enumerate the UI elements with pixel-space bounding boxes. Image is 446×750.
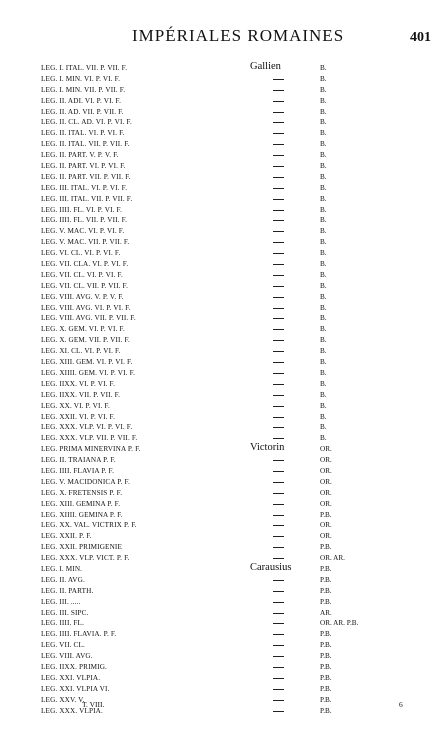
ditto-dash	[273, 253, 284, 254]
legion-legend: LEG. XXV. V.	[41, 695, 85, 704]
legion-legend: LEG. VI. CL. VI. P. VI. F.	[41, 249, 121, 258]
metal-code: B.	[320, 140, 327, 149]
list-item	[0, 510, 446, 521]
ditto-dash	[273, 242, 284, 243]
legion-legend: LEG. XXII. VI. P. VI. F.	[41, 412, 116, 421]
metal-code: B.	[320, 118, 327, 127]
list-item	[0, 237, 446, 248]
ditto-dash	[273, 656, 284, 657]
metal-code: B.	[320, 303, 327, 312]
metal-code: B.	[320, 238, 327, 247]
metal-code: B.	[320, 227, 327, 236]
ditto-dash	[273, 613, 284, 614]
ditto-dash	[273, 101, 284, 102]
ditto-dash	[273, 112, 284, 113]
legion-legend: LEG. VIII. AVG.	[41, 652, 93, 661]
metal-code: P.B.	[320, 641, 332, 650]
legion-legend: LEG. VIII. AVG. VI. P. VI. F.	[41, 303, 131, 312]
metal-code: B.	[320, 292, 327, 301]
legion-legend: LEG. IIII. FL.	[41, 619, 85, 628]
list-item	[0, 226, 446, 237]
legion-legend: LEG. VIII. AVG. V. P. V. F.	[41, 292, 124, 301]
metal-code: B.	[320, 129, 327, 138]
legion-legend: LEG. II. PART. VII. P. VII. F.	[41, 172, 131, 181]
metal-code: B.	[320, 314, 327, 323]
legion-legend: LEG. I. ITAL. VII. P. VII. F.	[41, 64, 128, 72]
ditto-dash	[273, 286, 284, 287]
legion-legend: LEG. IIII. FL. VII. P. VII. F.	[41, 216, 128, 225]
ditto-dash	[273, 188, 284, 189]
list-item	[0, 422, 446, 433]
list-item	[0, 107, 446, 118]
legion-legend: LEG. II. AVG.	[41, 575, 85, 584]
list-item	[0, 477, 446, 488]
metal-code: B.	[320, 151, 327, 160]
list-item	[0, 85, 446, 96]
legion-legend: LEG. IIXX. PRIMIG.	[41, 662, 107, 671]
ditto-dash	[273, 602, 284, 603]
legion-legend: LEG. XXI. VLPIA.	[41, 673, 101, 682]
list-item	[0, 466, 446, 477]
legion-legend: LEG. IIII. FL. VI. P. VI. F.	[41, 205, 123, 214]
ditto-dash	[273, 318, 284, 319]
legion-legend: LEG. II. CL. AD. VI. P. VI. F.	[41, 118, 132, 127]
metal-code: B.	[320, 205, 327, 214]
legion-list	[0, 63, 446, 716]
list-item	[0, 117, 446, 128]
legion-legend: LEG. XXX. VLPIA.	[41, 706, 103, 715]
ditto-dash	[273, 297, 284, 298]
ditto-dash	[273, 220, 284, 221]
legion-legend: LEG. XIII. GEMINA P. F.	[41, 499, 121, 508]
metal-code: P.B.	[320, 652, 332, 661]
list-item	[0, 640, 446, 651]
metal-code: B.	[320, 434, 327, 443]
legion-legend: LEG. I. MIN. VI. P. VI. F.	[41, 74, 121, 83]
ditto-dash	[273, 122, 284, 123]
list-item	[0, 618, 446, 629]
emperor-name: Victorin	[250, 442, 285, 454]
legion-legend: LEG. III. ITAL. VII. P. VII. F.	[41, 194, 133, 203]
legion-legend: LEG. V. MAC. VI. P. VI. F.	[41, 227, 125, 236]
ditto-dash	[273, 79, 284, 80]
metal-code: B.	[320, 270, 327, 279]
metal-code: B.	[320, 358, 327, 367]
metal-code: P.B.	[320, 673, 332, 682]
legion-legend: LEG. II. PARTH.	[41, 586, 94, 595]
metal-code: P.B.	[320, 543, 332, 552]
legion-legend: LEG. IIII. FLAVIA P. F.	[41, 466, 115, 475]
list-item	[0, 542, 446, 553]
legion-legend: LEG. IIII. FLAVIA. P. F.	[41, 630, 117, 639]
list-item	[0, 63, 446, 74]
list-item	[0, 324, 446, 335]
list-item	[0, 150, 446, 161]
list-item	[0, 335, 446, 346]
metal-code: B.	[320, 336, 327, 345]
legion-legend: LEG. III. ITAL. VI. P. VI. F.	[41, 183, 128, 192]
legion-legend: LEG. II. ITAL. VII. P. VII. F.	[41, 140, 130, 149]
legion-legend: LEG. XIIII. GEMINA P. F.	[41, 510, 123, 519]
metal-code: P.B.	[320, 662, 332, 671]
list-item	[0, 248, 446, 259]
legion-legend: LEG. VII. CL.	[41, 641, 85, 650]
list-item	[0, 215, 446, 226]
list-item	[0, 205, 446, 216]
legion-legend: LEG. VII. CL. VII. P. VII. F.	[41, 281, 129, 290]
ditto-dash	[273, 406, 284, 407]
ditto-dash	[273, 210, 284, 211]
ditto-dash	[273, 645, 284, 646]
list-item	[0, 433, 446, 444]
metal-code: B.	[320, 162, 327, 171]
metal-code: P.B.	[320, 706, 332, 715]
list-item	[0, 161, 446, 172]
legion-legend: LEG. II. PART. V. P. V. F.	[41, 151, 119, 160]
metal-code: B.	[320, 183, 327, 192]
list-item	[0, 651, 446, 662]
ditto-dash	[273, 351, 284, 352]
legion-legend: LEG. III. SIPC.	[41, 608, 89, 617]
legion-legend: LEG. XX. VI. P. VI. F.	[41, 401, 110, 410]
legion-legend: LEG. II. AD. VII. P. VII. F.	[41, 107, 124, 116]
ditto-dash	[273, 525, 284, 526]
legion-legend: LEG. XX. VAL. VICTRIX P. F.	[41, 521, 137, 530]
ditto-dash	[273, 395, 284, 396]
metal-code: P.B.	[320, 597, 332, 606]
ditto-dash	[273, 308, 284, 309]
legion-legend: LEG. X. FRETENSIS P. F.	[41, 488, 123, 497]
ditto-dash	[273, 264, 284, 265]
list-item	[0, 561, 446, 575]
list-item	[0, 575, 446, 586]
legion-legend: LEG. X. GEM. VII. P. VII. F.	[41, 336, 131, 345]
ditto-dash	[273, 504, 284, 505]
metal-code: OR.	[320, 477, 332, 486]
metal-code: OR. AR. P.B.	[320, 619, 359, 628]
legion-legend: LEG. XXX. VLP. VICT. P. F.	[41, 554, 130, 563]
ditto-dash	[273, 471, 284, 472]
list-item	[0, 281, 446, 292]
legion-legend: LEG. I. MIN.	[41, 564, 83, 573]
legion-legend: LEG. II. ADI. VI. P. VI. F.	[41, 96, 122, 105]
metal-code: B.	[320, 325, 327, 334]
ditto-dash	[273, 634, 284, 635]
emperor-name: Gallien	[250, 61, 281, 72]
sheet-signature: 6	[399, 700, 403, 709]
ditto-dash	[273, 547, 284, 548]
metal-code: OR.	[320, 499, 332, 508]
legion-legend: LEG. XI. CL. VI. P. VI. F.	[41, 347, 121, 356]
ditto-dash	[273, 515, 284, 516]
list-item	[0, 183, 446, 194]
legion-legend: LEG. IIXX. VII. P. VII. F.	[41, 390, 121, 399]
metal-code: B.	[320, 412, 327, 421]
legion-legend: LEG. PRIMA MINERVINA P. F.	[41, 445, 141, 454]
list-item	[0, 597, 446, 608]
legion-legend: LEG. X. GEM. VI. P. VI. F.	[41, 325, 125, 334]
metal-code: B.	[320, 423, 327, 432]
list-item	[0, 313, 446, 324]
metal-code: B.	[320, 64, 327, 72]
legion-legend: LEG. VIII. AVG. VII. P. VII. F.	[41, 314, 136, 323]
ditto-dash	[273, 493, 284, 494]
metal-code: B.	[320, 347, 327, 356]
list-item	[0, 401, 446, 412]
legion-legend: LEG. XIII. GEM. VI. P. VI. F.	[41, 358, 133, 367]
page-title: IMPÉRIALES ROMAINES	[132, 26, 345, 45]
ditto-dash	[273, 166, 284, 167]
metal-code: B.	[320, 216, 327, 225]
metal-code: OR.	[320, 445, 332, 454]
list-item	[0, 303, 446, 314]
metal-code: B.	[320, 390, 327, 399]
ditto-dash	[273, 144, 284, 145]
metal-code: B.	[320, 249, 327, 258]
ditto-dash	[273, 133, 284, 134]
metal-code: OR.	[320, 488, 332, 497]
legion-legend: LEG. XXX. VLP. VI. P. VI. F.	[41, 423, 133, 432]
ditto-dash	[273, 275, 284, 276]
list-item	[0, 629, 446, 640]
ditto-dash	[273, 591, 284, 592]
list-item	[0, 172, 446, 183]
list-item	[0, 684, 446, 695]
ditto-dash	[273, 329, 284, 330]
metal-code: B.	[320, 379, 327, 388]
ditto-dash	[273, 155, 284, 156]
ditto-dash	[273, 177, 284, 178]
metal-code: B.	[320, 368, 327, 377]
legion-legend: LEG. V. MAC. VII. P. VII. F.	[41, 238, 130, 247]
emperor-name: Carausius	[250, 561, 292, 573]
volume-signature: T. VIII.	[82, 700, 105, 709]
list-item	[0, 499, 446, 510]
list-item	[0, 553, 446, 564]
list-item	[0, 608, 446, 619]
legion-legend: LEG. IIXX. VI. P. VI. F.	[41, 379, 116, 388]
ditto-dash	[273, 460, 284, 461]
ditto-dash	[273, 427, 284, 428]
list-item	[0, 531, 446, 542]
ditto-dash	[273, 438, 284, 439]
ditto-dash	[273, 90, 284, 91]
legion-legend: LEG. II. TRAIANA P. F.	[41, 456, 116, 465]
ditto-dash	[273, 667, 284, 668]
list-item	[0, 586, 446, 597]
metal-code: B.	[320, 260, 327, 269]
metal-code: P.B.	[320, 510, 332, 519]
list-item	[0, 368, 446, 379]
legion-legend: LEG. VII. CLA. VI. P. VI. F.	[41, 260, 129, 269]
ditto-dash	[273, 340, 284, 341]
metal-code: P.B.	[320, 586, 332, 595]
ditto-dash	[273, 417, 284, 418]
ditto-dash	[273, 678, 284, 679]
legion-legend: LEG. VII. CL. VI. P. VI. F.	[41, 270, 123, 279]
list-item	[0, 194, 446, 205]
metal-code: OR.	[320, 466, 332, 475]
ditto-dash	[273, 373, 284, 374]
ditto-dash	[273, 482, 284, 483]
list-item	[0, 455, 446, 466]
list-item	[0, 488, 446, 499]
list-item	[0, 259, 446, 270]
metal-code: B.	[320, 281, 327, 290]
page-header	[0, 26, 446, 48]
list-item	[0, 390, 446, 401]
ditto-dash	[273, 689, 284, 690]
metal-code: P.B.	[320, 630, 332, 639]
ditto-dash	[273, 536, 284, 537]
list-item	[0, 412, 446, 423]
metal-code: OR.	[320, 456, 332, 465]
legion-legend: LEG. XIIII. GEM. VI. P. VI. F.	[41, 368, 136, 377]
legion-legend: LEG. XXII. PRIMIGENIE	[41, 543, 123, 552]
list-item	[0, 357, 446, 368]
page-footer	[0, 700, 446, 714]
metal-code: B.	[320, 74, 327, 83]
metal-code: B.	[320, 96, 327, 105]
ditto-dash	[273, 623, 284, 624]
metal-code: P.B.	[320, 575, 332, 584]
metal-code: OR.	[320, 532, 332, 541]
ditto-dash	[273, 558, 284, 559]
legion-legend: LEG. II. PART. VI. P. VI. F.	[41, 162, 126, 171]
ditto-dash	[273, 362, 284, 363]
metal-code: B.	[320, 172, 327, 181]
list-item	[0, 444, 446, 455]
metal-code: B.	[320, 107, 327, 116]
legion-legend: LEG. V. MACIDONICA P. F.	[41, 477, 131, 486]
legion-legend: LEG. III. .....	[41, 597, 81, 606]
metal-code: B.	[320, 401, 327, 410]
list-item	[0, 346, 446, 357]
metal-code: P.B.	[320, 684, 332, 693]
metal-code: P.B.	[320, 695, 332, 704]
legion-legend: LEG. I. MIN. VII. P. VII. F.	[41, 85, 126, 94]
list-item	[0, 673, 446, 684]
list-item	[0, 520, 446, 531]
metal-code: B.	[320, 85, 327, 94]
legion-legend: LEG. XXII. P. F.	[41, 532, 92, 541]
list-item	[0, 270, 446, 281]
metal-code: OR. AR.	[320, 554, 345, 563]
page-number: 401	[410, 30, 431, 45]
metal-code: OR.	[320, 521, 332, 530]
ditto-dash	[273, 580, 284, 581]
ditto-dash	[273, 384, 284, 385]
ditto-dash	[273, 199, 284, 200]
list-item	[0, 662, 446, 673]
list-item	[0, 379, 446, 390]
metal-code: AR.	[320, 608, 332, 617]
list-item	[0, 128, 446, 139]
legion-legend: LEG. XXX. VLP. VII. P. VII. F.	[41, 434, 138, 443]
list-item	[0, 292, 446, 303]
metal-code: P.B.	[320, 564, 332, 573]
ditto-dash	[273, 231, 284, 232]
legion-legend: LEG. XXI. VLPIA VI.	[41, 684, 110, 693]
metal-code: B.	[320, 194, 327, 203]
list-item	[0, 139, 446, 150]
list-item	[0, 74, 446, 85]
legion-legend: LEG. II. ITAL. VI. P. VI. F.	[41, 129, 125, 138]
list-item	[0, 96, 446, 107]
